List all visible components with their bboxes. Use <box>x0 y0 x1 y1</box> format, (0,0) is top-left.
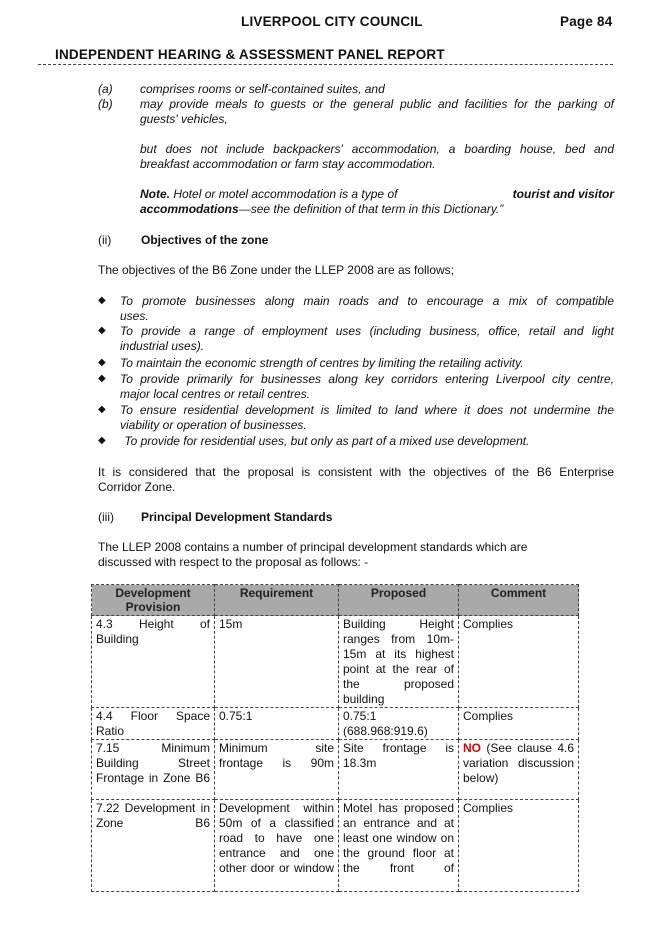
note-term-1: tourist and visitor <box>512 187 614 201</box>
report-title: INDEPENDENT HEARING & ASSESSMENT PANEL REPORT <box>55 47 445 62</box>
comment-text: (See clause 4.6 variation discussion below) <box>463 741 574 785</box>
table-cell: 0.75:1 (688.968:919.6) <box>339 708 459 740</box>
objectives-conclusion-line1: It is considered that the proposal is consistent with the objectives of the B6 Enterprise <box>98 465 614 479</box>
objectives-marker: (ii) <box>98 233 112 247</box>
table-row <box>92 708 579 740</box>
table-cell: 7.15 Minimum Building Street Frontage in Zone B6 <box>92 740 215 800</box>
objective-2-line2: industrial uses). <box>120 339 205 353</box>
standards-marker: (iii) <box>98 510 114 524</box>
table-row <box>92 740 579 800</box>
table-cell: Complies <box>459 708 579 740</box>
table-row <box>92 616 579 708</box>
note-label: Note. <box>140 187 170 201</box>
table-cell: 4.3 Height of Building <box>92 616 215 708</box>
note-term-2: accommodations <box>140 202 239 216</box>
development-standards-table <box>91 584 579 892</box>
exclusion-line2: breakfast accommodation or farm stay accommodation. <box>140 157 436 171</box>
standards-heading: Principal Development Standards <box>141 510 333 524</box>
table-cell: 7.22 Development in Zone B6 <box>92 800 215 892</box>
bullet-icon: ◆ <box>98 325 106 336</box>
objectives-conclusion-line2: Corridor Zone. <box>98 480 176 494</box>
bullet-icon: ◆ <box>98 295 106 306</box>
page-number: Page 84 <box>560 14 613 29</box>
column-header: Requirement <box>215 585 339 616</box>
bullet-icon: ◆ <box>98 435 106 446</box>
table-cell <box>459 740 579 800</box>
table-cell: Complies <box>459 616 579 708</box>
table-header-row <box>92 585 579 616</box>
table-cell: Site frontage is 18.3m <box>339 740 459 800</box>
note-text-2: —see the definition of that term in this Dictionary.” <box>238 202 504 216</box>
table-cell: Building Height ranges from 10m-15m at its highest point at the rear of the proposed building <box>339 616 459 708</box>
column-header: Development Provision <box>92 585 215 616</box>
objective-2-line1: To provide a range of employment uses (including business, office, retail and light <box>120 324 614 338</box>
clause-b-text-line2: guests' vehicles, <box>140 112 228 126</box>
council-name: LIVERPOOL CITY COUNCIL <box>241 14 423 29</box>
table-cell: 15m <box>215 616 339 708</box>
objective-4-line1: To provide primarily for businesses along key corridors entering Liverpool city centre, <box>120 372 614 386</box>
bullet-icon: ◆ <box>98 404 106 415</box>
objective-1-line2: uses. <box>120 309 149 323</box>
note-line2 <box>140 202 503 217</box>
bullet-icon: ◆ <box>98 373 106 384</box>
objective-4-line2: major local centres or retail centres. <box>120 387 311 401</box>
note-line1 <box>140 187 614 202</box>
bullet-icon: ◆ <box>98 357 106 368</box>
note-text-1: Hotel or motel accommodation is a type of <box>173 187 398 201</box>
exclusion-line1: but does not include backpackers' accommodation, a boarding house, bed and <box>140 142 614 156</box>
header-divider <box>38 64 613 65</box>
objective-1-line1: To promote businesses along main roads and to encourage a mix of compatible <box>120 294 614 308</box>
table-cell: Development within 50m of a classified road to have one entrance and one other door or window <box>215 800 339 892</box>
objective-6-line1: To provide for residential uses, but only as part of a mixed use development. <box>121 434 530 448</box>
table-cell: Motel has proposed an entrance and at least one window on the ground floor at the front of <box>339 800 459 892</box>
clause-a-text: comprises rooms or self-contained suites, and <box>140 82 385 96</box>
non-compliance-flag: NO <box>463 741 481 755</box>
objective-5-line2: viability or operation of businesses. <box>120 418 307 432</box>
objectives-intro: The objectives of the B6 Zone under the LLEP 2008 are as follows; <box>98 263 455 277</box>
column-header: Comment <box>459 585 579 616</box>
table-cell: Minimum site frontage is 90m <box>215 740 339 800</box>
table-cell: 4.4 Floor Space Ratio <box>92 708 215 740</box>
objective-5-line1: To ensure residential development is limited to land where it does not undermine the <box>120 403 614 417</box>
table-cell: 0.75:1 <box>215 708 339 740</box>
objectives-heading: Objectives of the zone <box>141 233 269 247</box>
table-cell: Complies <box>459 800 579 892</box>
column-header: Proposed <box>339 585 459 616</box>
clause-b-text-line1: may provide meals to guests or the general public and facilities for the parking of <box>140 97 614 111</box>
objective-3-line1: To maintain the economic strength of centres by limiting the retailing activity. <box>120 356 524 370</box>
clause-b-marker: (b) <box>98 97 113 111</box>
standards-intro-line1: The LLEP 2008 contains a number of principal development standards which are <box>98 540 528 554</box>
clause-a-marker: (a) <box>98 82 113 96</box>
table-row <box>92 800 579 892</box>
standards-intro-line2: discussed with respect to the proposal as follows: - <box>98 555 369 569</box>
